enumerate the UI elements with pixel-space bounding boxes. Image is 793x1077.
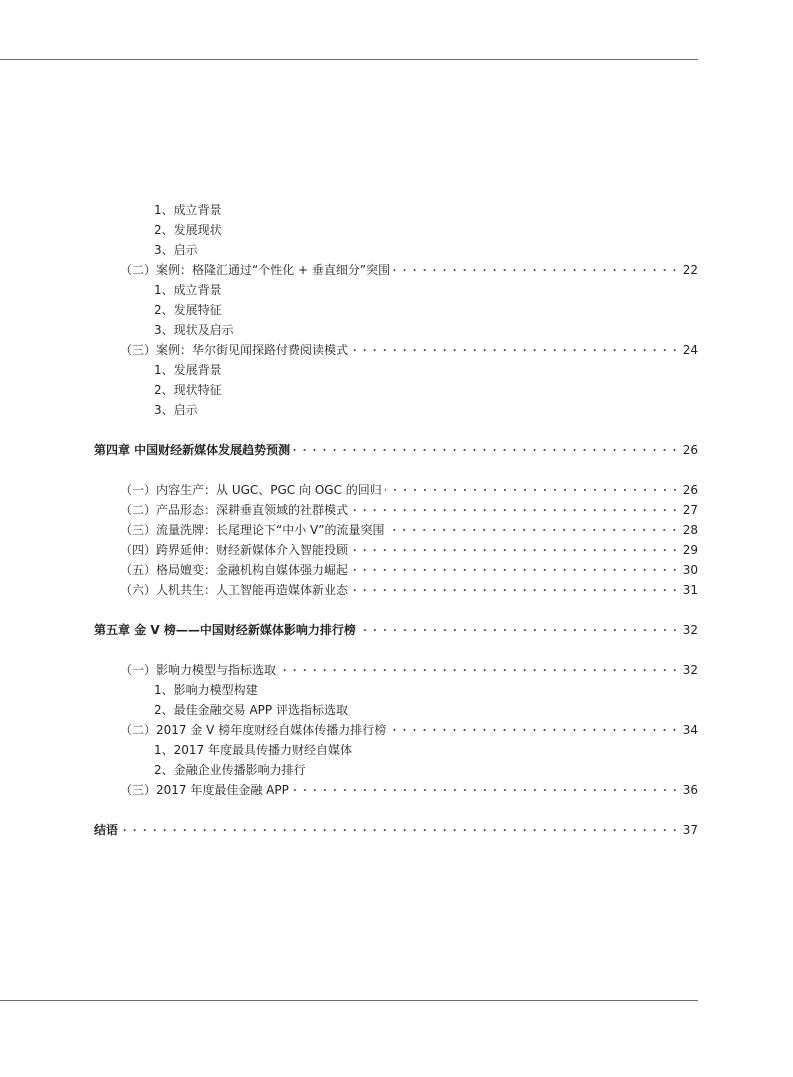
- dot-leader: [389, 720, 680, 740]
- dot-leader: [393, 260, 680, 280]
- toc-section[interactable]: [120, 580, 698, 600]
- toc-page-number: 22: [682, 263, 698, 277]
- toc-subitem[interactable]: 2、最佳金融交易 APP 评选指标选取: [154, 703, 348, 717]
- toc-page-number: 27: [682, 503, 698, 517]
- toc-page-number: 32: [682, 623, 698, 637]
- toc-section-label: （一）影响力模型与指标选取: [120, 663, 277, 677]
- dot-leader: [385, 480, 680, 500]
- toc-page-number: 24: [682, 343, 698, 357]
- toc-section-gelonghui[interactable]: [120, 260, 698, 280]
- toc-section-label: （三）2017 年度最佳金融 APP: [120, 783, 289, 797]
- toc-subitem[interactable]: 2、发展现状: [154, 223, 222, 237]
- toc-subitem[interactable]: 1、成立背景: [154, 283, 222, 297]
- toc-chapter-4[interactable]: [94, 440, 698, 460]
- toc-section-label: （二）案例：格隆汇通过“个性化 + 垂直细分”突围: [120, 263, 391, 277]
- toc-subitem[interactable]: 1、2017 年度最具传播力财经自媒体: [154, 743, 352, 757]
- toc-conclusion[interactable]: [94, 820, 698, 840]
- toc-section[interactable]: [120, 520, 698, 540]
- toc-subitem[interactable]: 2、发展特征: [154, 303, 222, 317]
- dot-leader: [279, 660, 680, 680]
- toc-page-number: 34: [682, 723, 698, 737]
- toc-chapter-label: 第四章 中国财经新媒体发展趋势预测: [94, 443, 291, 457]
- toc-page-number: 36: [682, 783, 698, 797]
- toc-section[interactable]: [120, 780, 698, 800]
- dot-leader: [292, 780, 680, 800]
- toc-section[interactable]: [120, 540, 698, 560]
- toc-section-label: （五）格局嬗变：金融机构自媒体强力崛起: [120, 563, 349, 577]
- dot-leader: [121, 820, 680, 840]
- toc-page-number: 37: [682, 823, 698, 837]
- toc-section[interactable]: [120, 480, 698, 500]
- toc-page-number: 32: [682, 663, 698, 677]
- dot-leader: [351, 500, 680, 520]
- toc-page-number: 31: [682, 583, 698, 597]
- dot-leader: [351, 340, 680, 360]
- toc-section-label: （六）人机共生：人工智能再造媒体新业态: [120, 583, 349, 597]
- toc-section-label: （三）案例：华尔街见闻探路付费阅读模式: [120, 343, 349, 357]
- toc-section-label: （一）内容生产：从 UGC、PGC 向 OGC 的回归: [120, 483, 382, 497]
- toc-page-number: 28: [682, 523, 698, 537]
- toc-subitem[interactable]: 1、影响力模型构建: [154, 683, 258, 697]
- dot-leader: [387, 520, 679, 540]
- toc-page-number: 26: [682, 443, 698, 457]
- dot-leader: [351, 580, 680, 600]
- toc-chapter-label: 第五章 金 V 榜——中国财经新媒体影响力排行榜: [94, 623, 356, 637]
- toc-section[interactable]: [120, 560, 698, 580]
- toc-section-label: （二）2017 金 V 榜年度财经自媒体传播力排行榜: [120, 723, 387, 737]
- dot-leader: [359, 620, 680, 640]
- toc-page-number: 29: [682, 543, 698, 557]
- toc-chapter-label: 结语: [94, 823, 119, 837]
- dot-leader: [351, 540, 680, 560]
- dot-leader: [351, 560, 680, 580]
- toc-subitem[interactable]: 2、现状特征: [154, 383, 222, 397]
- toc-subitem[interactable]: 3、启示: [154, 403, 198, 417]
- toc-subitem[interactable]: 2、金融企业传播影响力排行: [154, 763, 306, 777]
- toc-section-wallstreetcn[interactable]: [120, 340, 698, 360]
- bottom-rule: [0, 1000, 698, 1001]
- toc-section[interactable]: [120, 500, 698, 520]
- toc-page-number: 30: [682, 563, 698, 577]
- toc-section-label: （四）跨界延伸：财经新媒体介入智能投顾: [120, 543, 349, 557]
- toc-page-number: 26: [682, 483, 698, 497]
- toc-subitem[interactable]: 3、启示: [154, 243, 198, 257]
- dot-leader: [293, 440, 680, 460]
- toc-subitem[interactable]: 1、成立背景: [154, 203, 222, 217]
- toc-subitem[interactable]: 1、发展背景: [154, 363, 222, 377]
- toc-section-label: （二）产品形态：深耕垂直领域的社群模式: [120, 503, 349, 517]
- toc-section[interactable]: [120, 660, 698, 680]
- toc-chapter-5[interactable]: [94, 620, 698, 640]
- toc-section-label: （三）流量洗牌：长尾理论下“中小 V”的流量突围: [120, 523, 385, 537]
- toc-subitem[interactable]: 3、现状及启示: [154, 323, 234, 337]
- toc-section[interactable]: [120, 720, 698, 740]
